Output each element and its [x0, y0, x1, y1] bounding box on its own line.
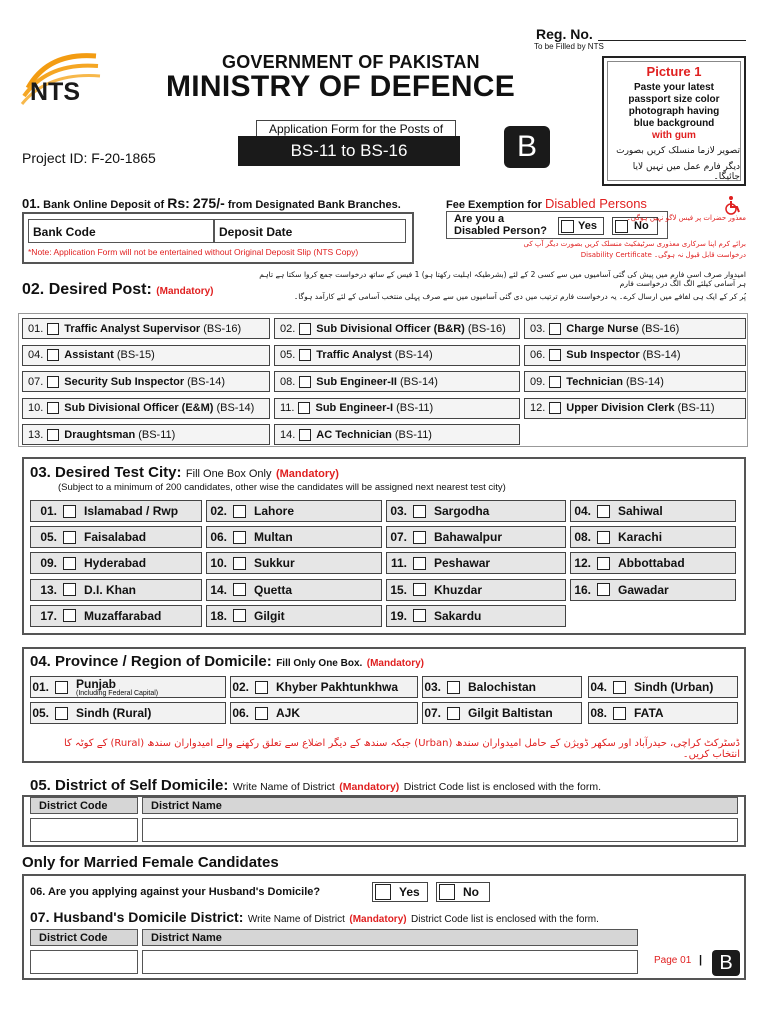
photo-urdu1: تصویر لازما منسلک کریں بصورت [616, 146, 740, 156]
post-option-07[interactable] [22, 371, 270, 392]
city-option-19[interactable] [386, 605, 566, 627]
disabled-yes-label: Yes [578, 220, 597, 232]
post-checkbox[interactable] [299, 429, 311, 441]
disabled-urdu3: درخواست قابل قبول نہ ہوگی۔ Disability Certificate [580, 251, 746, 259]
province-name: Sindh (Rural) [76, 706, 152, 720]
photo-title: Picture 1 [646, 64, 702, 79]
disabled-urdu1: معذور حضرات پر فیس لاگو نہیں ہوگی۔ [626, 214, 746, 222]
post-number: 03. [530, 322, 546, 335]
married-write: Write Name of District [247, 914, 345, 925]
city-name: Lahore [254, 504, 295, 518]
city-option-15[interactable] [386, 579, 566, 601]
city-checkbox[interactable] [597, 557, 610, 570]
city-option-11[interactable] [386, 552, 566, 574]
city-option-08[interactable] [570, 526, 736, 548]
married-no[interactable] [436, 882, 490, 902]
disabled-title [446, 196, 647, 211]
city-number: 04. [574, 504, 591, 518]
province-punjab-note: (Including Federal Capital) [76, 689, 159, 697]
city-name: Sukkur [254, 556, 295, 571]
province-name-block [76, 678, 158, 697]
city-option-09[interactable] [30, 552, 202, 574]
post-checkbox[interactable] [549, 402, 561, 414]
city-name: Hyderabad [84, 556, 147, 571]
photo-line5: with gum [652, 130, 696, 141]
reg-no-field[interactable] [598, 40, 746, 41]
post-number: 07. [28, 375, 44, 388]
city-name: Islamabad / Rwp [84, 504, 179, 518]
province-mandatory: (Mandatory) [366, 658, 424, 669]
province-checkbox[interactable] [255, 681, 268, 694]
married-mandatory: (Mandatory) [349, 914, 407, 925]
married-yes[interactable] [372, 882, 428, 902]
district-self-tail: District Code list is enclosed with the form. [403, 781, 601, 793]
district-self-heading: 05. District of Self Domicile: [30, 777, 229, 794]
district-self-name-header: District Name [142, 797, 738, 814]
city-checkbox[interactable] [597, 531, 610, 544]
post-number: 14. [280, 428, 296, 441]
wheelchair-icon [722, 195, 744, 215]
post-number: 04. [28, 349, 44, 361]
bank-note: *Note: Application Form will not be entertained without Original Deposit Slip (NTS Copy) [28, 247, 359, 257]
city-number: 06. [210, 530, 227, 545]
post-grade: (BS-14) [187, 375, 226, 388]
disabled-title-main: Disabled Persons [545, 196, 647, 211]
city-checkbox[interactable] [413, 609, 426, 622]
city-option-03[interactable] [386, 500, 566, 522]
province-checkbox[interactable] [447, 681, 460, 694]
post-number: 09. [530, 375, 546, 388]
province-option-08[interactable] [588, 702, 738, 724]
province-heading: 04. Province / Region of Domicile: [30, 653, 272, 670]
married-no-checkbox[interactable] [439, 884, 455, 900]
disabled-question1: Are you a [454, 213, 505, 225]
post-number: 11. [280, 402, 295, 414]
married-q07: 07. Husband's Domicile District: [30, 909, 244, 925]
disabled-question2: Disabled Person? [454, 225, 547, 237]
city-number: 14. [210, 582, 227, 597]
post-option-06[interactable] [524, 345, 746, 366]
test-city-fill: Fill One Box Only [185, 468, 272, 480]
footer-separator: | [699, 954, 703, 966]
post-name: Sub Inspector [566, 349, 640, 361]
province-number: 01. [32, 680, 49, 694]
city-checkbox[interactable] [413, 531, 426, 544]
post-option-11[interactable] [274, 398, 520, 419]
province-number: 02. [232, 680, 249, 694]
city-checkbox[interactable] [413, 583, 426, 596]
province-urdu: ڈسٹرکٹ کراچی، حیدرآباد اور سکھر ڈویژن کے حامل امیدواران سندھ (Urban) جبکہ سندھ کے دیگر اضلاع سے تعلق رکھنے والے امیدواران سندھ (Rural) کے کوٹہ کا انتخاب کریں۔ [63, 738, 740, 760]
post-number: 08. [280, 375, 296, 388]
city-name: Abbottabad [618, 556, 685, 571]
married-name-input[interactable] [142, 950, 638, 974]
gov-title: GOVERNMENT OF PAKISTAN [222, 52, 480, 72]
city-checkbox[interactable] [63, 583, 76, 596]
city-option-06[interactable] [206, 526, 382, 548]
city-number: 19. [390, 608, 407, 623]
married-heading: Only for Married Female Candidates [22, 854, 279, 871]
test-city-heading: 03. Desired Test City: [30, 464, 182, 481]
city-checkbox[interactable] [233, 583, 246, 596]
district-self-name-input[interactable] [142, 818, 738, 842]
city-option-07[interactable] [386, 526, 566, 548]
post-checkbox[interactable] [549, 349, 561, 361]
test-city-mandatory: (Mandatory) [275, 468, 339, 480]
post-option-13[interactable] [22, 424, 270, 445]
bank-amount: 275/- [192, 195, 225, 211]
bank-code-label: Bank Code [28, 219, 214, 243]
married-yes-label: Yes [399, 885, 420, 899]
city-number: 07. [390, 530, 407, 545]
form-letter: B [504, 126, 550, 168]
married-tail: District Code list is enclosed with the form. [411, 914, 599, 925]
province-checkbox[interactable] [613, 681, 626, 694]
city-name: Gawadar [618, 582, 669, 597]
post-name: Sub Engineer-II [316, 375, 397, 388]
post-checkbox[interactable] [47, 402, 59, 414]
post-option-08[interactable] [274, 371, 520, 392]
post-number: 12. [530, 402, 546, 414]
post-number: 13. [28, 428, 44, 441]
post-grade: (BS-14) [625, 375, 664, 388]
post-name: Traffic Analyst [316, 349, 392, 361]
disabled-urdu2: برائے کرم اپنا سرکاری معذوری سرٹیفکیٹ منسلک کریں بصورت دیگر آپ کی [523, 240, 746, 248]
province-checkbox[interactable] [447, 707, 460, 720]
post-name: Sub Engineer-I [315, 402, 394, 414]
province-name: Punjab [76, 676, 117, 691]
province-option-05[interactable] [30, 702, 226, 724]
city-name: Khuzdar [434, 582, 482, 597]
married-name-header: District Name [142, 929, 638, 946]
province-checkbox[interactable] [613, 707, 626, 720]
district-self-mandatory: (Mandatory) [339, 781, 400, 793]
post-grade: (BS-15) [116, 349, 155, 361]
city-name: Gilgit [254, 608, 285, 623]
city-option-05[interactable] [30, 526, 202, 548]
post-checkbox[interactable] [299, 323, 311, 335]
city-number: 11. [390, 556, 407, 571]
photo-line1: Paste your latest [633, 82, 715, 93]
project-id: Project ID: F-20-1865 [22, 150, 156, 166]
post-number: 06. [530, 349, 546, 361]
post-option-03[interactable] [524, 318, 746, 339]
city-name: Sakardu [434, 608, 482, 623]
post-grade: (BS-16) [203, 322, 242, 335]
city-checkbox[interactable] [413, 557, 426, 570]
city-checkbox[interactable] [233, 609, 246, 622]
bank-text1: Bank Online Deposit of [43, 199, 165, 211]
post-checkbox[interactable] [47, 323, 59, 335]
city-name: Quetta [254, 582, 293, 597]
photo-line3: photograph having [628, 106, 720, 117]
grades-banner: BS-11 to BS-16 [238, 136, 460, 166]
post-number: 05. [280, 349, 296, 361]
city-number: 15. [390, 582, 407, 597]
post-checkbox[interactable] [549, 376, 561, 388]
footer-page: Page 01 [654, 955, 692, 966]
post-grade: (BS-14) [399, 375, 438, 388]
post-option-14[interactable] [274, 424, 520, 445]
province-number: 07. [424, 706, 441, 720]
city-number: 18. [210, 608, 227, 623]
married-yes-checkbox[interactable] [375, 884, 391, 900]
province-name: Khyber Pakhtunkhwa [276, 680, 399, 694]
city-name: Bahawalpur [434, 530, 503, 545]
post-number: 02. [280, 322, 296, 335]
city-number: 10. [210, 556, 227, 571]
post-name: Assistant [64, 349, 114, 361]
city-number: 01. [40, 504, 57, 518]
post-grade: (BS-14) [642, 349, 681, 361]
province-option-03[interactable] [422, 676, 582, 698]
post-checkbox[interactable] [47, 349, 59, 361]
desired-post-title [22, 281, 214, 299]
test-city-note: (Subject to a minimum of 200 candidates, other wise the candidates will be assigned next nearest test city) [58, 482, 506, 493]
post-option-04[interactable] [22, 345, 270, 366]
post-checkbox[interactable] [298, 402, 310, 414]
post-option-05[interactable] [274, 345, 520, 366]
married-code-header: District Code [30, 929, 138, 946]
post-name: AC Technician [316, 428, 392, 441]
city-option-13[interactable] [30, 579, 202, 601]
province-option-07[interactable] [422, 702, 582, 724]
city-option-01[interactable] [30, 500, 202, 522]
district-self-write: Write Name of District [232, 781, 335, 793]
province-checkbox[interactable] [255, 707, 268, 720]
city-checkbox[interactable] [597, 583, 610, 596]
bank-text2: from Designated Bank Branches. [227, 199, 401, 211]
province-number: 05. [32, 706, 49, 720]
city-number: 03. [390, 504, 407, 518]
province-option-04[interactable] [588, 676, 738, 698]
desired-post-heading: 02. Desired Post: [22, 281, 152, 298]
post-checkbox[interactable] [299, 376, 311, 388]
post-checkbox[interactable] [299, 349, 311, 361]
post-grade: (BS-11) [138, 428, 176, 441]
photo-box[interactable] [602, 56, 746, 186]
post-name: Sub Divisional Officer (B&R) [316, 322, 465, 335]
post-name: Charge Nurse [566, 322, 639, 335]
photo-urdu2: دیگر فارم عمل میں نہیں لایا جائیگا۔ [632, 162, 740, 182]
post-grade: (BS-11) [396, 402, 434, 414]
city-name: D.I. Khan [84, 582, 137, 597]
bank-amount-prefix: Rs: [167, 195, 190, 211]
married-code-input[interactable] [30, 950, 138, 974]
post-grade: (BS-14) [394, 349, 433, 361]
post-checkbox[interactable] [47, 376, 59, 388]
bank-num: 01. [22, 196, 41, 211]
city-checkbox[interactable] [63, 609, 76, 622]
post-name: Upper Division Clerk [566, 402, 675, 414]
post-grade: (BS-14) [216, 402, 255, 414]
test-city-title [30, 464, 339, 482]
post-checkbox[interactable] [549, 323, 561, 335]
city-checkbox[interactable] [233, 531, 246, 544]
province-number: 03. [424, 680, 441, 694]
province-number: 08. [590, 706, 607, 720]
city-number: 02. [210, 504, 227, 518]
city-name: Faisalabad [84, 530, 147, 545]
province-option-02[interactable] [230, 676, 418, 698]
post-option-10[interactable] [22, 398, 270, 419]
ministry-title: MINISTRY OF DEFENCE [166, 70, 516, 103]
post-option-12[interactable] [524, 398, 746, 419]
city-name: Sahiwal [618, 504, 663, 518]
reg-no-label: Reg. No. [536, 26, 593, 42]
post-option-02[interactable] [274, 318, 520, 339]
province-name: Sindh (Urban) [634, 680, 714, 694]
province-checkbox[interactable] [55, 707, 68, 720]
province-fill: Fill Only One Box. [276, 658, 363, 669]
photo-line2: passport size color [628, 94, 720, 105]
photo-line4: blue background [633, 118, 715, 129]
city-number: 09. [40, 556, 57, 571]
post-name: Traffic Analyst Supervisor [64, 322, 201, 335]
disabled-no-label: No [634, 220, 649, 232]
app-form-label: Application Form for the Posts of [256, 120, 456, 138]
province-option-06[interactable] [230, 702, 418, 724]
city-number: 08. [574, 530, 591, 545]
province-name: FATA [634, 706, 664, 720]
post-name: Technician [566, 375, 623, 388]
post-name: Sub Divisional Officer (E&M) [64, 402, 214, 414]
city-checkbox[interactable] [597, 505, 610, 518]
city-option-10[interactable] [206, 552, 382, 574]
post-option-09[interactable] [524, 371, 746, 392]
city-option-14[interactable] [206, 579, 382, 601]
post-grade: (BS-16) [641, 322, 680, 335]
post-number: 01. [28, 322, 44, 335]
city-checkbox[interactable] [63, 557, 76, 570]
desired-post-urdu1: امیدوار صرف اسی فارم میں پیش کی گئی آسامیوں میں سے کسی 2 کے لئے (بشرطیکہ اہلیت رکھتا ہو) 1 فیس کے ساتھ درخواست جمع کروا سکتا ہے تاہم ہر آسامی کیلئے الگ الگ درخواست فارم [259, 270, 746, 288]
city-checkbox[interactable] [413, 505, 426, 518]
city-number: 05. [40, 530, 57, 545]
city-checkbox[interactable] [63, 531, 76, 544]
post-name: Draughtsman [64, 428, 136, 441]
city-number: 13. [40, 582, 57, 597]
city-number: 17. [40, 608, 57, 623]
city-name: Muzaffarabad [84, 608, 162, 623]
city-name: Multan [254, 530, 293, 545]
district-self-code-header: District Code [30, 797, 138, 814]
district-self-code-input[interactable] [30, 818, 138, 842]
city-name: Peshawar [434, 556, 491, 571]
footer-letter: B [712, 950, 740, 976]
disabled-title-prefix: Fee Exemption for [446, 199, 542, 211]
city-number: 12. [574, 556, 591, 571]
post-grade: (BS-11) [677, 402, 715, 414]
post-number: 10. [28, 402, 44, 414]
province-checkbox[interactable] [55, 681, 68, 694]
city-option-17[interactable] [30, 605, 202, 627]
city-option-02[interactable] [206, 500, 382, 522]
desired-post-mandatory: (Mandatory) [156, 286, 214, 297]
desired-post-urdu2: پُر کر کے ایک ہی لفافے میں ارسال کرے۔ یہ درخواست فارم ترتیب میں دی گئی آسامیوں میں سے صرف پہلی منتخب آسامی کے لئے کارآمد ہوگا۔ [293, 292, 746, 301]
city-checkbox[interactable] [233, 505, 246, 518]
married-no-label: No [463, 885, 479, 899]
bank-deposit-line [22, 195, 401, 211]
province-number: 04. [590, 680, 607, 694]
post-option-01[interactable] [22, 318, 270, 339]
reg-no-note: To be Filled by NTS [534, 42, 604, 51]
city-number: 16. [574, 582, 591, 597]
married-q07-line [30, 909, 599, 927]
post-name: Security Sub Inspector [64, 375, 185, 388]
post-grade: (BS-11) [394, 428, 432, 441]
province-name: Balochistan [468, 680, 537, 694]
province-name: AJK [276, 706, 301, 720]
nts-logo [18, 48, 108, 116]
post-grade: (BS-16) [467, 322, 506, 335]
province-number: 06. [232, 706, 249, 720]
nts-logo-text: NTS [30, 78, 80, 106]
deposit-date-label: Deposit Date [214, 219, 406, 243]
city-option-18[interactable] [206, 605, 382, 627]
province-option-01[interactable] [30, 676, 226, 698]
city-option-16[interactable] [570, 579, 736, 601]
city-option-04[interactable] [570, 500, 736, 522]
city-checkbox[interactable] [233, 557, 246, 570]
city-name: Karachi [618, 530, 663, 545]
post-checkbox[interactable] [47, 429, 59, 441]
married-q06: 06. Are you applying against your Husband's Domicile? [30, 886, 321, 898]
district-self-title [30, 777, 601, 795]
city-name: Sargodha [434, 504, 490, 518]
city-checkbox[interactable] [63, 505, 76, 518]
province-name: Gilgit Baltistan [468, 706, 553, 720]
province-title [30, 653, 424, 671]
city-option-12[interactable] [570, 552, 736, 574]
